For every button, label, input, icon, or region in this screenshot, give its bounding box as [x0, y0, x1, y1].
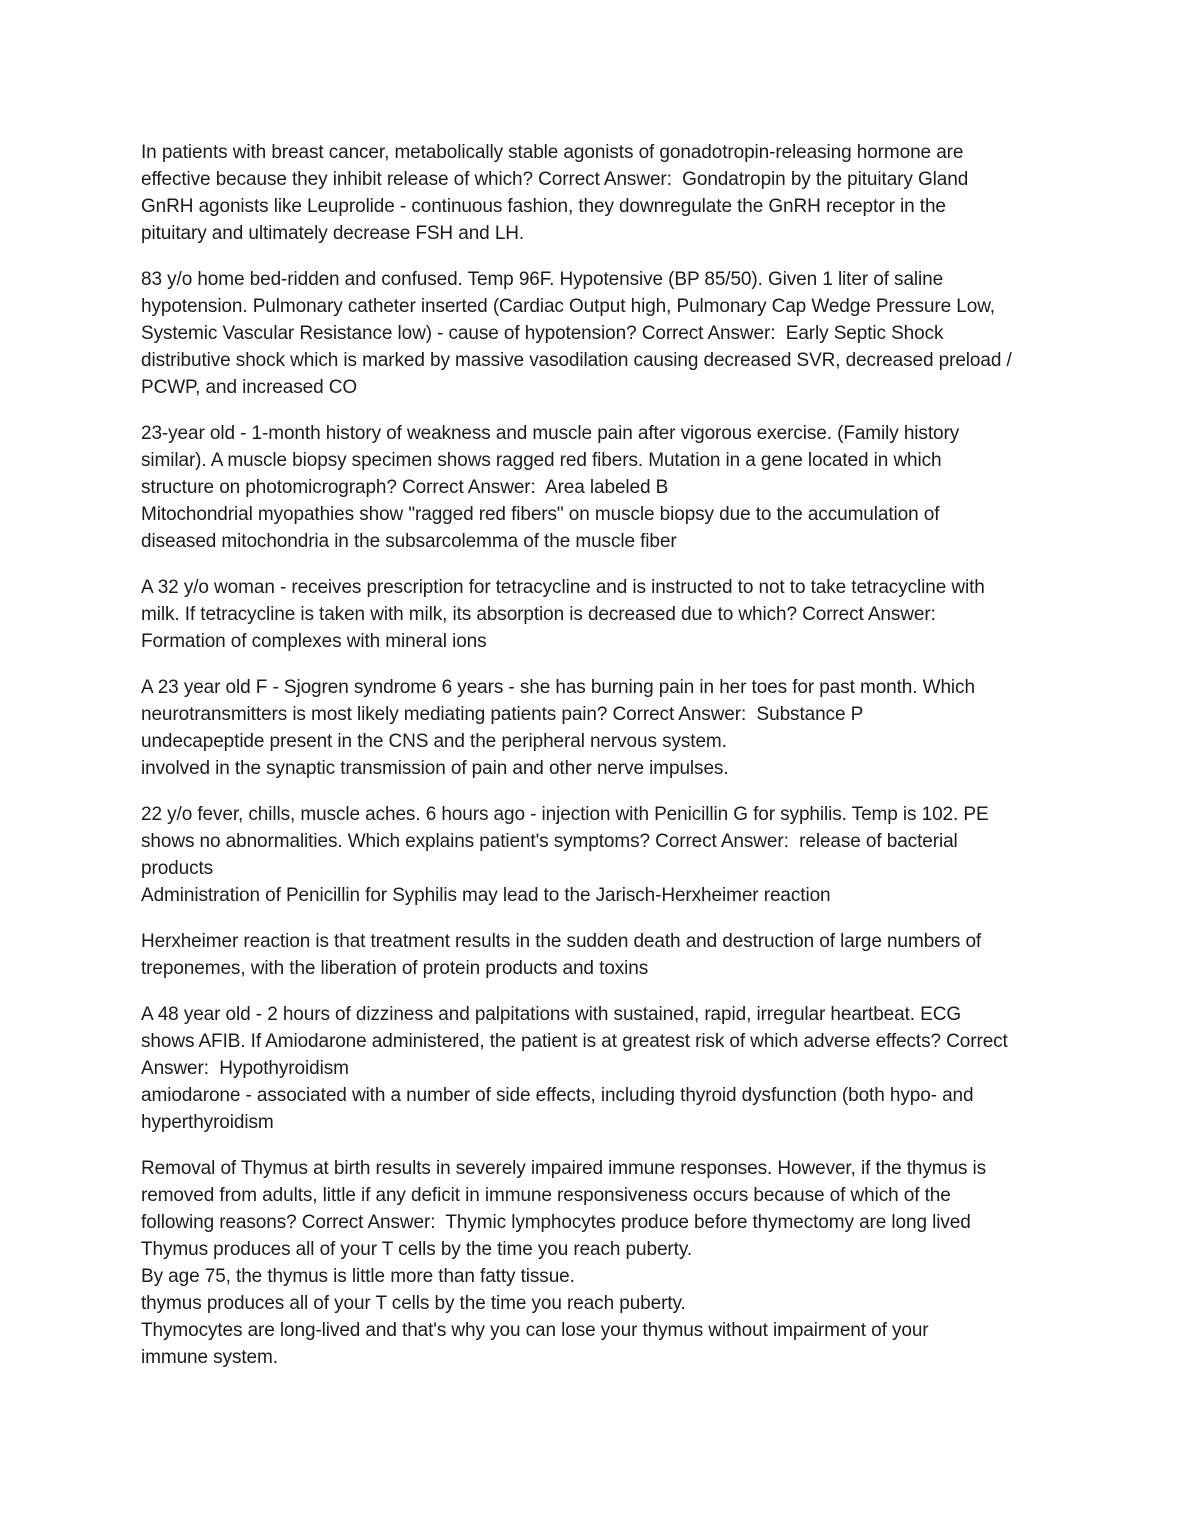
text-line: 22 y/o fever, chills, muscle aches. 6 hours ago - injection with Penicillin G for syphilis. Temp is 102. PE: [141, 804, 989, 825]
text-line: shows no abnormalities. Which explains patient's symptoms? Correct Answer: release of bacterial: [141, 831, 958, 852]
text-line: A 23 year old F - Sjogren syndrome 6 years - she has burning pain in her toes for past month. Which: [141, 677, 975, 698]
text-line: milk. If tetracycline is taken with milk, its absorption is decreased due to which? Correct Answer:: [141, 604, 936, 625]
text-line: effective because they inhibit release of which? Correct Answer: Gondatropin by the pituitary Gland: [141, 169, 969, 190]
text-line: thymus produces all of your T cells by the time you reach puberty.: [141, 1293, 686, 1314]
text-line: A 32 y/o woman - receives prescription for tetracycline and is instructed to not to take tetracycline with: [141, 577, 985, 598]
text-line: shows AFIB. If Amiodarone administered, the patient is at greatest risk of which adverse effects? Correct: [141, 1031, 1008, 1052]
paragraph: [141, 574, 1053, 655]
text-line: Mitochondrial myopathies show "ragged red fibers" on muscle biopsy due to the accumulation of: [141, 504, 940, 525]
text-line: Thymocytes are long-lived and that's why you can lose your thymus without impairment of your: [141, 1320, 929, 1341]
text-line: PCWP, and increased CO: [141, 377, 358, 398]
text-line: 23-year old - 1-month history of weakness and muscle pain after vigorous exercise. (Family history: [141, 423, 960, 444]
document-body: [141, 139, 1053, 1371]
text-line: distributive shock which is marked by massive vasodilation causing decreased SVR, decreased preload /: [141, 350, 1012, 371]
text-line: neurotransmitters is most likely mediating patients pain? Correct Answer: Substance P: [141, 704, 864, 725]
text-line: Administration of Penicillin for Syphilis may lead to the Jarisch-Herxheimer reaction: [141, 885, 831, 906]
text-line: By age 75, the thymus is little more than fatty tissue.: [141, 1266, 575, 1287]
text-line: In patients with breast cancer, metabolically stable agonists of gonadotropin-releasing hormone are: [141, 142, 964, 163]
text-line: Answer: Hypothyroidism: [141, 1058, 349, 1079]
text-line: structure on photomicrograph? Correct Answer: Area labeled B: [141, 477, 669, 498]
text-line: 83 y/o home bed-ridden and confused. Temp 96F. Hypotensive (BP 85/50). Given 1 liter of saline: [141, 269, 944, 290]
text-line: immune system.: [141, 1347, 278, 1368]
text-line: GnRH agonists like Leuprolide - continuous fashion, they downregulate the GnRH receptor in the: [141, 196, 946, 217]
text-line: undecapeptide present in the CNS and the peripheral nervous system.: [141, 731, 727, 752]
text-line: removed from adults, little if any deficit in immune responsiveness occurs because of which of the: [141, 1185, 951, 1206]
text-line: Thymus produces all of your T cells by the time you reach puberty.: [141, 1239, 692, 1260]
text-line: treponemes, with the liberation of protein products and toxins: [141, 958, 649, 979]
text-line: pituitary and ultimately decrease FSH and LH.: [141, 223, 525, 244]
text-line: diseased mitochondria in the subsarcolemma of the muscle fiber: [141, 531, 677, 552]
text-line: hypotension. Pulmonary catheter inserted (Cardiac Output high, Pulmonary Cap Wedge Pressure Low,: [141, 296, 995, 317]
text-line: A 48 year old - 2 hours of dizziness and palpitations with sustained, rapid, irregular heartbeat. ECG: [141, 1004, 962, 1025]
paragraph: [141, 420, 1053, 555]
text-line: Herxheimer reaction is that treatment results in the sudden death and destruction of large numbers of: [141, 931, 982, 952]
paragraph: [141, 928, 1053, 982]
paragraph: [141, 266, 1053, 401]
text-line: Removal of Thymus at birth results in severely impaired immune responses. However, if the thymus is: [141, 1158, 987, 1179]
text-line: involved in the synaptic transmission of pain and other nerve impulses.: [141, 758, 729, 779]
text-line: hyperthyroidism: [141, 1112, 274, 1133]
text-line: products: [141, 858, 214, 879]
paragraph: [141, 139, 1053, 247]
paragraph: [141, 1001, 1053, 1136]
text-line: Systemic Vascular Resistance low) - cause of hypotension? Correct Answer: Early Septic Shock: [141, 323, 944, 344]
text-line: following reasons? Correct Answer: Thymic lymphocytes produce before thymectomy are long lived: [141, 1212, 971, 1233]
text-line: Formation of complexes with mineral ions: [141, 631, 487, 652]
text-line: similar). A muscle biopsy specimen shows ragged red fibers. Mutation in a gene located in which: [141, 450, 942, 471]
paragraph: [141, 801, 1053, 909]
paragraph: [141, 674, 1053, 782]
text-line: amiodarone - associated with a number of side effects, including thyroid dysfunction (both hypo- and: [141, 1085, 974, 1106]
paragraph: [141, 1155, 1053, 1371]
